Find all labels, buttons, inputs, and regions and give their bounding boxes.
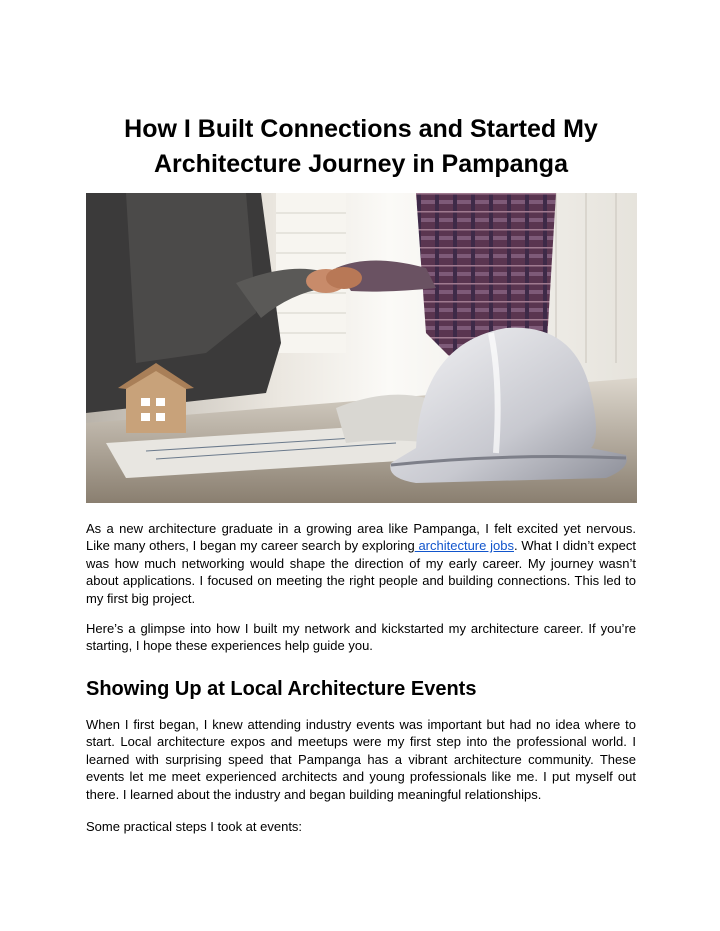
article-title bbox=[86, 112, 636, 182]
intro-text-after-link: . What I didn’t expect was how much networking would shape the direction of my early career. My journey wasn’t about applications. I focused on meeting the right people and building connections. This led to my first big project. bbox=[86, 538, 636, 606]
paragraph-events: When I first began, I knew attending industry events was important but had no idea where to start. Local architecture expos and meetups were my first step into the professional world. I learned with surprising speed that Pampanga has a vibrant architecture community. These events let me meet experienced architects and young professionals like me. I put myself out there. I learned about the industry and began building meaningful relationships. bbox=[86, 717, 636, 802]
section-heading-events: Showing Up at Local Architecture Events bbox=[86, 678, 477, 700]
paragraph-network: Here’s a glimpse into how I built my network and kickstarted my architecture career. If you’re starting, I hope these experiences help guide you. bbox=[86, 621, 636, 654]
hero-image-handshake-helmet bbox=[86, 193, 637, 503]
article-title-line-1: How I Built Connections and Started My bbox=[124, 115, 598, 143]
intro-text-before-link: As a new architecture graduate in a growing area like Pampanga, I felt excited yet nervous. Like many others, I began my career search by exploring bbox=[86, 521, 636, 554]
intro-paragraph bbox=[86, 520, 636, 607]
architecture-jobs-link[interactable]: architecture jobs bbox=[414, 538, 514, 554]
paragraph-practical-steps: Some practical steps I took at events: bbox=[86, 819, 303, 834]
article-title-line-2: Architecture Journey in Pampanga bbox=[153, 150, 568, 178]
